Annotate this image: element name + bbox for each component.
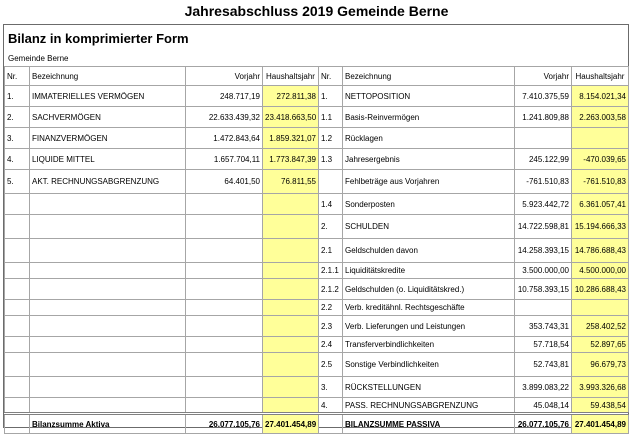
passiva-nr-cell: 2.1.1 xyxy=(319,263,343,279)
header-haushaltsjahr-aktiva: Haushaltsjahr xyxy=(263,67,319,86)
aktiva-haushaltsjahr-cell xyxy=(263,279,319,300)
passiva-total-vorjahr: 26.077.105,76 xyxy=(515,414,572,434)
table-header-row xyxy=(5,67,629,86)
aktiva-vorjahr-cell xyxy=(186,215,263,239)
report-subtitle: Bilanz in komprimierter Form xyxy=(8,31,189,46)
aktiva-nr-cell xyxy=(5,377,30,398)
aktiva-nr-cell xyxy=(5,215,30,239)
passiva-haushaltsjahr-cell: 6.361.057,41 xyxy=(572,194,629,215)
aktiva-total-vorjahr: 26.077.105,76 xyxy=(186,414,263,434)
header-haushaltsjahr-passiva: Haushaltsjahr xyxy=(572,67,629,86)
passiva-bezeichnung-cell: Liquiditätskredite xyxy=(343,263,515,279)
table-row xyxy=(5,316,629,337)
passiva-bezeichnung-cell: SCHULDEN xyxy=(343,215,515,239)
passiva-haushaltsjahr-cell: 4.500.000,00 xyxy=(572,263,629,279)
aktiva-haushaltsjahr-cell xyxy=(263,194,319,215)
aktiva-haushaltsjahr-cell xyxy=(263,263,319,279)
passiva-haushaltsjahr-cell: 96.679,73 xyxy=(572,353,629,377)
aktiva-nr-cell: 2. xyxy=(5,107,30,128)
table-row xyxy=(5,128,629,149)
aktiva-bezeichnung-cell: FINANZVERMÖGEN xyxy=(30,128,186,149)
aktiva-bezeichnung-cell xyxy=(30,353,186,377)
aktiva-nr-cell xyxy=(5,337,30,353)
passiva-total-haushaltsjahr: 27.401.454,89 xyxy=(572,414,629,434)
aktiva-vorjahr-cell xyxy=(186,263,263,279)
passiva-total-nr-cell xyxy=(319,414,343,434)
passiva-nr-cell: 1. xyxy=(319,86,343,107)
aktiva-haushaltsjahr-cell xyxy=(263,239,319,263)
aktiva-bezeichnung-cell xyxy=(30,398,186,414)
aktiva-vorjahr-cell xyxy=(186,239,263,263)
passiva-vorjahr-cell: 10.758.393,15 xyxy=(515,279,572,300)
table-row xyxy=(5,337,629,353)
table-row xyxy=(5,353,629,377)
passiva-haushaltsjahr-cell: 52.897,65 xyxy=(572,337,629,353)
aktiva-vorjahr-cell: 22.633.439,32 xyxy=(186,107,263,128)
passiva-bezeichnung-cell: RÜCKSTELLUNGEN xyxy=(343,377,515,398)
passiva-haushaltsjahr-cell xyxy=(572,128,629,149)
aktiva-haushaltsjahr-cell: 1.773.847,39 xyxy=(263,149,319,170)
table-row xyxy=(5,300,629,316)
passiva-vorjahr-cell: 52.743,81 xyxy=(515,353,572,377)
aktiva-haushaltsjahr-cell: 1.859.321,07 xyxy=(263,128,319,149)
passiva-haushaltsjahr-cell: -761.510,83 xyxy=(572,170,629,194)
aktiva-nr-cell xyxy=(5,263,30,279)
passiva-vorjahr-cell: 5.923.442,72 xyxy=(515,194,572,215)
passiva-bezeichnung-cell: Verb. kreditähnl. Rechtsgeschäfte xyxy=(343,300,515,316)
passiva-haushaltsjahr-cell: 258.402,52 xyxy=(572,316,629,337)
aktiva-haushaltsjahr-cell: 23.418.663,50 xyxy=(263,107,319,128)
aktiva-nr-cell: 5. xyxy=(5,170,30,194)
table-row xyxy=(5,377,629,398)
table-row xyxy=(5,107,629,128)
passiva-haushaltsjahr-cell: -470.039,65 xyxy=(572,149,629,170)
aktiva-haushaltsjahr-cell xyxy=(263,316,319,337)
header-nr-passiva: Nr. xyxy=(319,67,343,86)
table-row xyxy=(5,263,629,279)
aktiva-haushaltsjahr-cell: 76.811,55 xyxy=(263,170,319,194)
passiva-vorjahr-cell: 353.743,31 xyxy=(515,316,572,337)
passiva-haushaltsjahr-cell: 14.786.688,43 xyxy=(572,239,629,263)
aktiva-bezeichnung-cell: SACHVERMÖGEN xyxy=(30,107,186,128)
aktiva-bezeichnung-cell xyxy=(30,316,186,337)
aktiva-haushaltsjahr-cell: 272.811,38 xyxy=(263,86,319,107)
passiva-vorjahr-cell: -761.510,83 xyxy=(515,170,572,194)
aktiva-nr-cell xyxy=(5,279,30,300)
passiva-haushaltsjahr-cell xyxy=(572,300,629,316)
passiva-vorjahr-cell: 45.048,14 xyxy=(515,398,572,414)
balance-table xyxy=(4,66,629,434)
passiva-bezeichnung-cell: Fehlbeträge aus Vorjahren xyxy=(343,170,515,194)
passiva-haushaltsjahr-cell: 2.263.003,58 xyxy=(572,107,629,128)
passiva-vorjahr-cell: 3.899.083,22 xyxy=(515,377,572,398)
passiva-bezeichnung-cell: Sonderposten xyxy=(343,194,515,215)
aktiva-bezeichnung-cell: AKT. RECHNUNGSABGRENZUNG xyxy=(30,170,186,194)
aktiva-vorjahr-cell xyxy=(186,353,263,377)
aktiva-vorjahr-cell xyxy=(186,316,263,337)
aktiva-bezeichnung-cell xyxy=(30,194,186,215)
passiva-bezeichnung-cell: Basis-Reinvermögen xyxy=(343,107,515,128)
passiva-vorjahr-cell: 245.122,99 xyxy=(515,149,572,170)
passiva-vorjahr-cell: 14.258.393,15 xyxy=(515,239,572,263)
passiva-bezeichnung-cell: Verb. Lieferungen und Leistungen xyxy=(343,316,515,337)
aktiva-total-haushaltsjahr: 27.401.454,89 xyxy=(263,414,319,434)
passiva-bezeichnung-cell: Rücklagen xyxy=(343,128,515,149)
passiva-bezeichnung-cell: PASS. RECHNUNGSABGRENZUNG xyxy=(343,398,515,414)
header-bezeichnung-aktiva: Bezeichnung xyxy=(30,67,186,86)
aktiva-haushaltsjahr-cell xyxy=(263,377,319,398)
passiva-nr-cell: 2.5 xyxy=(319,353,343,377)
aktiva-vorjahr-cell xyxy=(186,398,263,414)
header-vorjahr-aktiva: Vorjahr xyxy=(186,67,263,86)
passiva-haushaltsjahr-cell: 59.438,54 xyxy=(572,398,629,414)
aktiva-bezeichnung-cell xyxy=(30,215,186,239)
aktiva-vorjahr-cell xyxy=(186,300,263,316)
entity-name: Gemeinde Berne xyxy=(8,54,69,63)
passiva-bezeichnung-cell: Sonstige Verbindlichkeiten xyxy=(343,353,515,377)
passiva-vorjahr-cell: 14.722.598,81 xyxy=(515,215,572,239)
aktiva-bezeichnung-cell xyxy=(30,263,186,279)
table-row xyxy=(5,194,629,215)
passiva-haushaltsjahr-cell: 15.194.666,33 xyxy=(572,215,629,239)
table-row xyxy=(5,86,629,107)
table-row xyxy=(5,215,629,239)
header-nr-aktiva: Nr. xyxy=(5,67,30,86)
passiva-vorjahr-cell xyxy=(515,300,572,316)
passiva-vorjahr-cell: 7.410.375,59 xyxy=(515,86,572,107)
passiva-bezeichnung-cell: Jahresergebnis xyxy=(343,149,515,170)
aktiva-bezeichnung-cell: IMMATERIELLES VERMÖGEN xyxy=(30,86,186,107)
aktiva-haushaltsjahr-cell xyxy=(263,337,319,353)
table-row xyxy=(5,170,629,194)
passiva-nr-cell: 2.1.2 xyxy=(319,279,343,300)
aktiva-vorjahr-cell: 1.472.843,64 xyxy=(186,128,263,149)
header-bezeichnung-passiva: Bezeichnung xyxy=(343,67,515,86)
aktiva-bezeichnung-cell xyxy=(30,377,186,398)
aktiva-nr-cell xyxy=(5,353,30,377)
aktiva-total-label: Bilanzsumme Aktiva xyxy=(30,414,186,434)
aktiva-nr-cell: 4. xyxy=(5,149,30,170)
passiva-nr-cell xyxy=(319,170,343,194)
passiva-bezeichnung-cell: Geldschulden davon xyxy=(343,239,515,263)
passiva-nr-cell: 1.2 xyxy=(319,128,343,149)
aktiva-vorjahr-cell: 64.401,50 xyxy=(186,170,263,194)
passiva-vorjahr-cell: 57.718,54 xyxy=(515,337,572,353)
passiva-nr-cell: 2.2 xyxy=(319,300,343,316)
passiva-nr-cell: 3. xyxy=(319,377,343,398)
passiva-nr-cell: 2.3 xyxy=(319,316,343,337)
table-row xyxy=(5,149,629,170)
passiva-vorjahr-cell: 3.500.000,00 xyxy=(515,263,572,279)
passiva-bezeichnung-cell: NETTOPOSITION xyxy=(343,86,515,107)
aktiva-nr-cell: 3. xyxy=(5,128,30,149)
aktiva-vorjahr-cell: 248.717,19 xyxy=(186,86,263,107)
passiva-nr-cell: 1.4 xyxy=(319,194,343,215)
passiva-haushaltsjahr-cell: 8.154.021,34 xyxy=(572,86,629,107)
aktiva-nr-cell: 1. xyxy=(5,86,30,107)
aktiva-vorjahr-cell xyxy=(186,194,263,215)
passiva-nr-cell: 1.1 xyxy=(319,107,343,128)
passiva-haushaltsjahr-cell: 3.993.326,68 xyxy=(572,377,629,398)
aktiva-nr-cell xyxy=(5,239,30,263)
aktiva-vorjahr-cell xyxy=(186,337,263,353)
aktiva-vorjahr-cell xyxy=(186,377,263,398)
aktiva-bezeichnung-cell xyxy=(30,300,186,316)
table-row xyxy=(5,398,629,414)
passiva-bezeichnung-cell: Geldschulden (o. Liquiditätskred.) xyxy=(343,279,515,300)
aktiva-haushaltsjahr-cell xyxy=(263,398,319,414)
passiva-nr-cell: 2.1 xyxy=(319,239,343,263)
passiva-nr-cell: 1.3 xyxy=(319,149,343,170)
aktiva-haushaltsjahr-cell xyxy=(263,353,319,377)
passiva-haushaltsjahr-cell: 10.286.688,43 xyxy=(572,279,629,300)
passiva-nr-cell: 2. xyxy=(319,215,343,239)
passiva-total-label: BILANZSUMME PASSIVA xyxy=(343,414,515,434)
aktiva-nr-cell xyxy=(5,300,30,316)
aktiva-haushaltsjahr-cell xyxy=(263,215,319,239)
aktiva-vorjahr-cell: 1.657.704,11 xyxy=(186,149,263,170)
aktiva-total-nr-cell xyxy=(5,414,30,434)
aktiva-bezeichnung-cell: LIQUIDE MITTEL xyxy=(30,149,186,170)
passiva-nr-cell: 2.4 xyxy=(319,337,343,353)
passiva-vorjahr-cell: 1.241.809,88 xyxy=(515,107,572,128)
aktiva-bezeichnung-cell xyxy=(30,337,186,353)
aktiva-nr-cell xyxy=(5,316,30,337)
header-vorjahr-passiva: Vorjahr xyxy=(515,67,572,86)
passiva-bezeichnung-cell: Transferverbindlichkeiten xyxy=(343,337,515,353)
table-row xyxy=(5,279,629,300)
document-title: Jahresabschluss 2019 Gemeinde Berne xyxy=(184,3,449,19)
aktiva-haushaltsjahr-cell xyxy=(263,300,319,316)
aktiva-vorjahr-cell xyxy=(186,279,263,300)
aktiva-nr-cell xyxy=(5,194,30,215)
passiva-vorjahr-cell xyxy=(515,128,572,149)
aktiva-bezeichnung-cell xyxy=(30,239,186,263)
passiva-nr-cell: 4. xyxy=(319,398,343,414)
totals-row xyxy=(5,414,629,434)
aktiva-nr-cell xyxy=(5,398,30,414)
aktiva-bezeichnung-cell xyxy=(30,279,186,300)
table-row xyxy=(5,239,629,263)
